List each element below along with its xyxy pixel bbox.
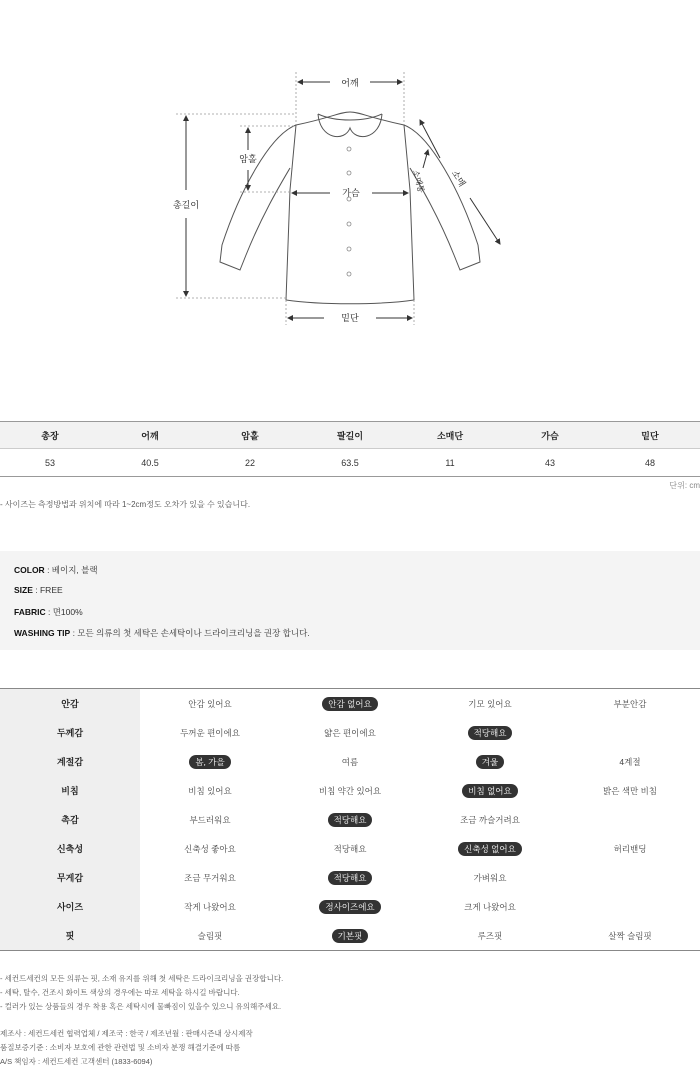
attribute-option (624, 818, 636, 822)
attribute-label: 촉감 (0, 805, 140, 834)
attribute-option-selected: 봄, 가을 (189, 755, 230, 769)
footer-note: - 세탁, 탈수, 건조시 화이트 색상의 경우에는 따로 세탁을 하시길 바랍니다. (0, 988, 240, 997)
attribute-option-cell (280, 755, 420, 769)
attribute-option-cell (280, 929, 420, 943)
attribute-row (0, 718, 700, 747)
attribute-option: 밝은 색만 비침 (603, 785, 657, 796)
attribute-option-cell (140, 755, 280, 769)
attribute-option-cell (280, 726, 420, 740)
attribute-option: 슬림핏 (197, 930, 223, 941)
attribute-option: 기모 있어요 (468, 698, 512, 709)
attribute-row (0, 892, 700, 921)
label-sleeve: 소매 (449, 168, 468, 189)
attribute-option-cell (560, 876, 700, 880)
attribute-option-cell (560, 697, 700, 711)
value-cell: 48 (644, 457, 655, 468)
attribute-option (624, 905, 636, 909)
attribute-option-cell (560, 842, 700, 856)
attribute-option-selected: 적당해요 (328, 813, 373, 827)
attribute-option-selected: 안감 없어요 (322, 697, 377, 711)
label-armhole: 암홀 (239, 154, 257, 164)
company-info: 제조사 : 세컨드세컨 협력업체 / 제조국 : 한국 / 제조년월 : 판매시즌내 상시제작 (0, 1029, 253, 1038)
value-cell: 63.5 (341, 457, 359, 468)
footer-note: - 컬러가 있는 상품들의 경우 착용 혹은 세탁시에 물빠짐이 있을수 있으니 유의해주세요. (0, 1002, 282, 1011)
attribute-label: 비침 (0, 776, 140, 805)
buttons (347, 147, 351, 276)
attribute-row (0, 834, 700, 863)
attribute-option-cell (140, 929, 280, 943)
attribute-option: 가벼워요 (473, 872, 507, 883)
info-washing: WASHING TIP : 모든 의류의 첫 세탁은 손세탁이나 드라이크리닝을 권장 합니다. (14, 628, 310, 638)
value-cell: 11 (445, 457, 455, 468)
attribute-option-cell (140, 784, 280, 798)
measurement-diagram (0, 0, 700, 400)
measure-arrows (186, 82, 500, 318)
attribute-table (0, 688, 700, 951)
info-color: COLOR : 베이지, 블랙 (14, 565, 98, 575)
attribute-option: 비침 있어요 (188, 785, 232, 796)
attribute-label: 신축성 (0, 834, 140, 863)
attribute-row (0, 689, 700, 718)
attribute-option (624, 876, 636, 880)
attribute-option-cell (140, 697, 280, 711)
value-cell: 22 (244, 457, 255, 468)
attribute-option: 크게 나왔어요 (464, 901, 516, 912)
guide-lines (176, 72, 414, 325)
attribute-row (0, 863, 700, 892)
attribute-option: 두꺼운 편이에요 (180, 727, 240, 738)
attribute-option: 살짝 슬림핏 (608, 930, 652, 941)
attribute-option-cell (140, 813, 280, 827)
attribute-option-cell (560, 755, 700, 769)
attribute-option-cell (420, 842, 560, 856)
attribute-option: 조금 까슬거려요 (460, 814, 520, 825)
attribute-option: 여름 (341, 756, 359, 767)
product-info (0, 551, 700, 650)
attribute-option-selected: 정사이즈에요 (319, 900, 380, 914)
attribute-row (0, 776, 700, 805)
attribute-option-cell (280, 871, 420, 885)
header-cell: 밑단 (641, 430, 659, 441)
attribute-option-cell (420, 900, 560, 914)
header-cell: 소매단 (436, 430, 464, 441)
value-cell: 53 (44, 457, 55, 468)
garment-outline (220, 112, 480, 304)
attribute-option-cell (280, 697, 420, 711)
attribute-option-cell (560, 818, 700, 822)
value-cell: 43 (544, 457, 555, 468)
label-hem: 밑단 (341, 313, 359, 323)
attribute-option-selected: 신축성 없어요 (458, 842, 522, 856)
size-table-header (0, 422, 700, 449)
attribute-option: 적당해요 (333, 843, 367, 854)
attribute-option-cell (280, 900, 420, 914)
attribute-row (0, 747, 700, 776)
attribute-option-cell (420, 871, 560, 885)
attribute-option (624, 731, 636, 735)
attribute-option-cell (420, 929, 560, 943)
attribute-row (0, 921, 700, 950)
header-cell: 총장 (41, 430, 59, 441)
info-fabric: FABRIC : 면100% (14, 607, 83, 617)
attribute-option-cell (560, 784, 700, 798)
header-cell: 암홀 (241, 430, 259, 441)
attribute-option-cell (420, 697, 560, 711)
label-total-length: 총길이 (172, 200, 200, 210)
size-table-row (0, 449, 700, 476)
unit-label: 단위: cm (669, 481, 700, 490)
attribute-row (0, 805, 700, 834)
attribute-option: 안감 있어요 (188, 698, 232, 709)
attribute-option: 조금 무거워요 (184, 872, 236, 883)
company-info: 품질보증기준 : 소비자 보호에 관한 관련법 및 소비자 분쟁 해결기준에 따름 (0, 1043, 241, 1052)
size-note: - 사이즈는 측정방법과 위치에 따라 1~2cm정도 오차가 있을 수 있습니다. (0, 500, 251, 509)
info-size: SIZE : FREE (14, 585, 63, 595)
header-cell: 가슴 (541, 430, 559, 441)
attribute-option-cell (280, 842, 420, 856)
attribute-option-cell (280, 813, 420, 827)
attribute-option-cell (560, 731, 700, 735)
attribute-option: 비침 약간 있어요 (318, 785, 382, 796)
attribute-option-selected: 비침 없어요 (462, 784, 517, 798)
attribute-option: 얇은 편이에요 (324, 727, 376, 738)
size-table (0, 421, 700, 477)
attribute-label: 사이즈 (0, 892, 140, 921)
attribute-label: 무게감 (0, 863, 140, 892)
attribute-option: 루즈핏 (477, 930, 503, 941)
attribute-option-cell (420, 755, 560, 769)
attribute-label: 계절감 (0, 747, 140, 776)
attribute-option-cell (140, 900, 280, 914)
attribute-option-selected: 적당해요 (328, 871, 373, 885)
attribute-option-cell (140, 726, 280, 740)
attribute-option: 신축성 좋아요 (184, 843, 236, 854)
attribute-option-cell (420, 784, 560, 798)
value-cell: 40.5 (141, 457, 159, 468)
header-cell: 팔길이 (336, 430, 364, 441)
label-shoulder: 어깨 (341, 78, 359, 88)
attribute-option: 부분안감 (613, 698, 647, 709)
attribute-option-cell (560, 929, 700, 943)
attribute-option-cell (140, 871, 280, 885)
attribute-option-cell (560, 905, 700, 909)
attribute-option: 부드러워요 (189, 814, 231, 825)
attribute-option-selected: 적당해요 (468, 726, 513, 740)
attribute-label: 두께감 (0, 718, 140, 747)
header-cell: 어깨 (141, 430, 159, 441)
footer-note: - 세컨드세컨의 모든 의류는 핏, 소재 유지를 위해 첫 세탁은 드라이크리닝을 권장합니다. (0, 974, 284, 983)
attribute-option-selected: 기본핏 (332, 929, 369, 943)
label-chest: 가슴 (342, 188, 360, 198)
label-cuff: 소매통 (411, 168, 426, 194)
attribute-option-cell (420, 813, 560, 827)
company-info: A/S 책임자 : 세컨드세컨 고객센터 (1833-6094) (0, 1057, 153, 1066)
attribute-option-cell (280, 784, 420, 798)
attribute-option: 허리밴딩 (613, 843, 647, 854)
attribute-option-cell (140, 842, 280, 856)
attribute-label: 핏 (0, 921, 140, 950)
attribute-label: 안감 (0, 689, 140, 718)
attribute-option-cell (420, 726, 560, 740)
attribute-option: 4계절 (619, 756, 641, 767)
attribute-option: 작게 나왔어요 (184, 901, 236, 912)
attribute-option-selected: 겨울 (476, 755, 504, 769)
